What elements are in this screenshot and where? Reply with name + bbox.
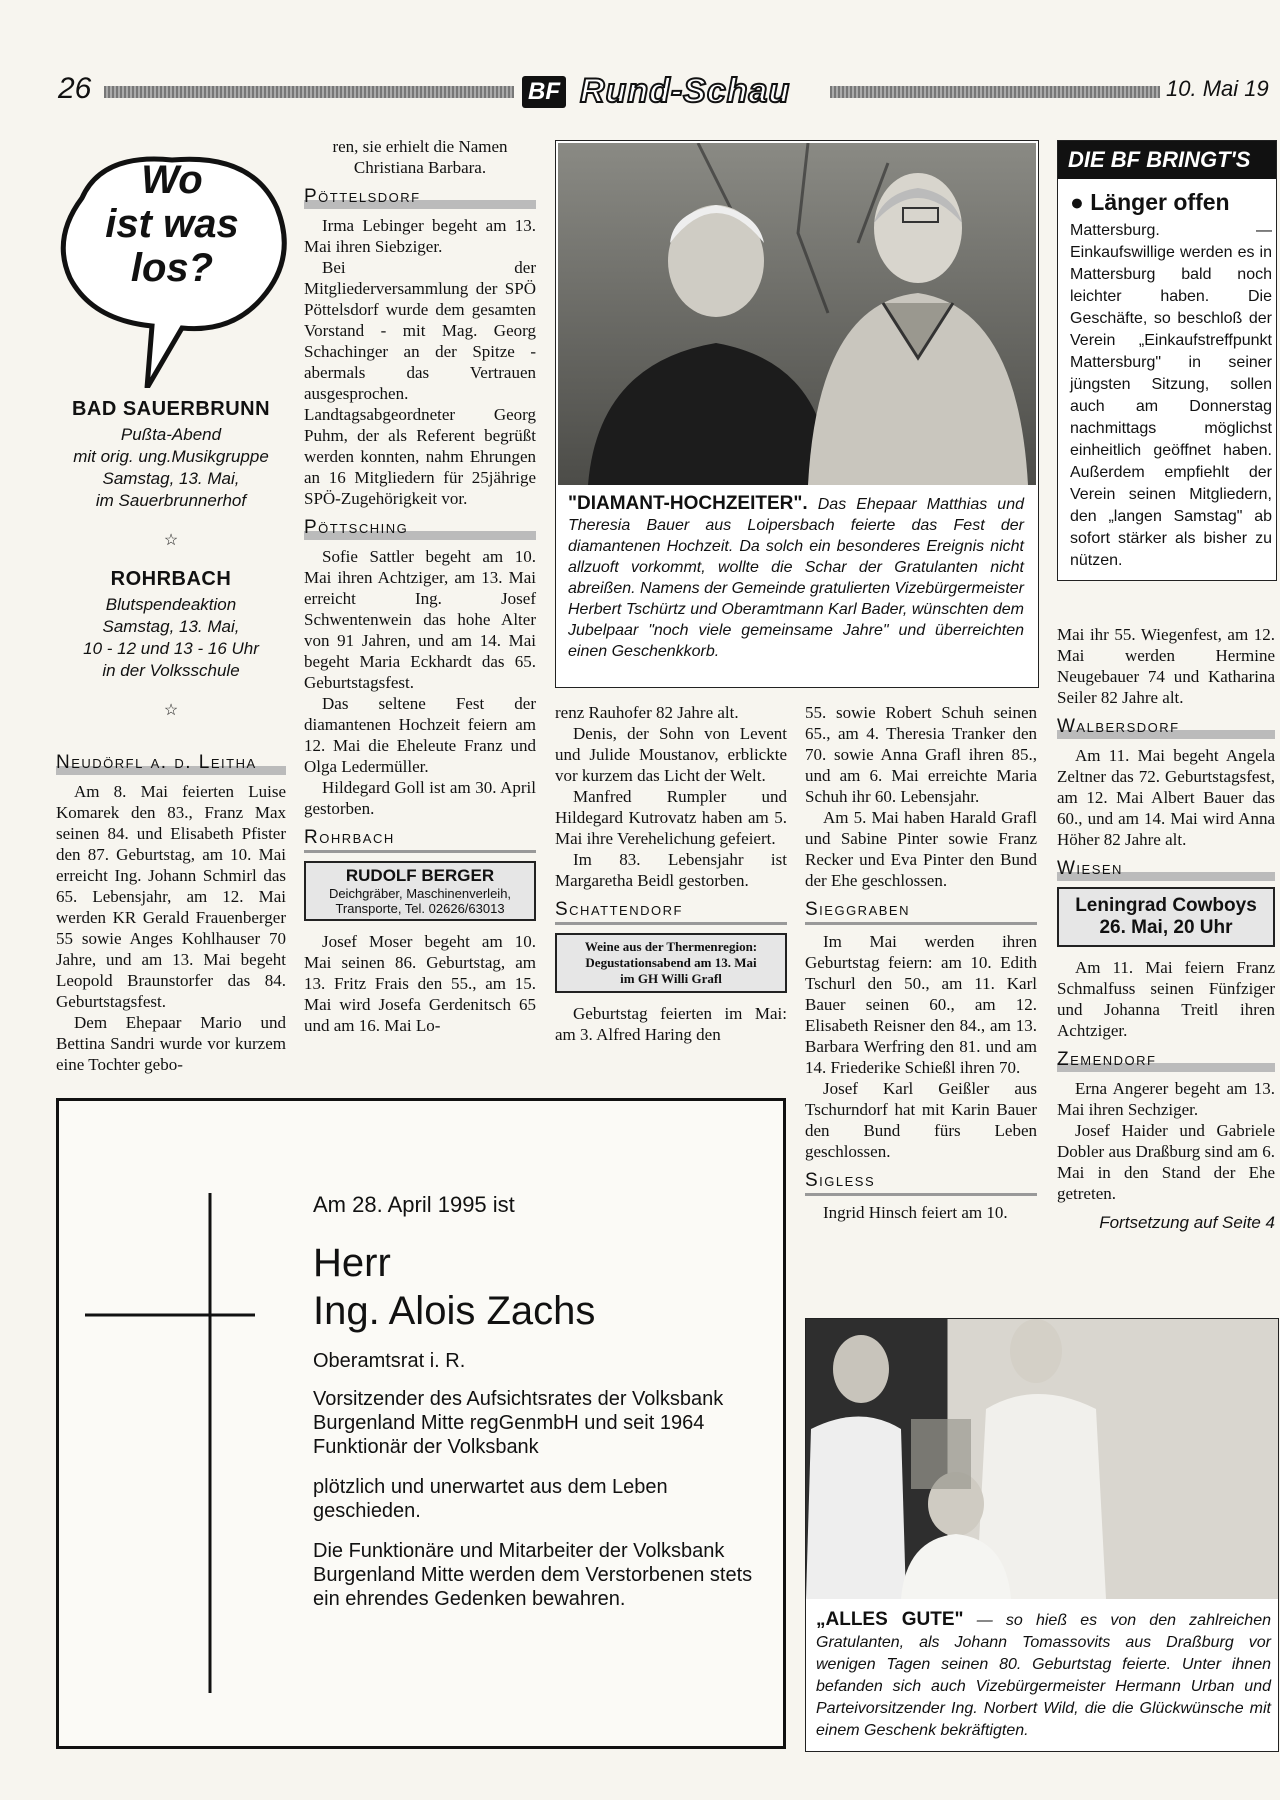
- caption-text: — so hieß es von den zahlreichen Gratulanten, als Johann Tomassovits aus Draßburg vor wenigen Tagen seinen 80. Geburtstag feierte. Unter ihnen befanden sich auch Vizebürgermeister Hermann Urban und Parteivorsitzender Ing. Norbert Wild, die die Glückwünsche mit einem Geschenk bekräftigten.: [816, 1612, 1271, 1739]
- couple-photo-icon: [558, 143, 1036, 485]
- obituary-p1: Vorsitzender des Aufsichtsrates der Volksbank Burgenland Mitte regGenmbH und seit 1964 Funktionär der Volksbank: [313, 1388, 724, 1458]
- ad-title: RUDOLF BERGER: [345, 866, 495, 885]
- obituary-name-1: Herr: [313, 1241, 391, 1285]
- section-heading: Sigless: [805, 1170, 1037, 1196]
- event-rohrbach: [56, 568, 286, 682]
- paragraph: Am 5. Mai haben Harald Grafl und Sabine Pinter sowie Franz Recker und Eva Pinter den Bund der Ehe geschlossen.: [805, 808, 1037, 890]
- section-heading: Rohrbach: [304, 827, 536, 853]
- section-heading: Zemendorf: [1057, 1049, 1275, 1072]
- event-line: Samstag, 13. Mai,: [102, 469, 240, 488]
- event-line: Pußta-Abend: [120, 425, 222, 444]
- paragraph: Im Mai werden ihren Geburtstag feiern: am 10. Edith Tschurl den 50., am 11. Karl Bauer seinen 60., am 12. Elisabeth Reisner den 84., am 13. Barbara Werfring den 81. und am 14. Friederike Schießl ihren 70.: [805, 932, 1037, 1077]
- photo-birthday-group: [806, 1319, 1278, 1599]
- photo-diamond-couple: [558, 143, 1036, 485]
- header-logo: [522, 72, 822, 112]
- ad-line: Transporte, Tel. 02626/63013: [335, 901, 505, 916]
- paragraph: Geburtstag feierten im Mai: am 3. Alfred Haring den: [555, 1004, 787, 1044]
- paragraph: Am 8. Mai feierten Luise Komarek den 83., Franz Max seinen 84. und Elisabeth Pfister den 87. Geburtstag, am 10. Mai erreicht Ing. Johann Schmirl das 65. Lebensjahr, am 12. Mai werden KR Gerald Frauenberger 55 sowie Anges Kohlhauser 70 Jahre, und am 13. Mai begeht Leopold Braunstorfer das 84. Geburtstagsfest.: [56, 782, 286, 1011]
- paragraph: Dem Ehepaar Mario und Bettina Sandri wurde vor kurzem eine Tochter gebo-: [56, 1013, 286, 1074]
- ad-wine-tasting: [555, 933, 787, 993]
- header-date: 10. Mai 19: [1166, 76, 1269, 101]
- photo2-box: [805, 1318, 1279, 1752]
- ad-line: Degustationsabend am 13. Mai: [585, 955, 757, 970]
- ad-line: Deichgräber, Maschinenverleih,: [328, 886, 512, 901]
- photo2-caption: [816, 1609, 1271, 1742]
- paragraph: Irma Lebinger begeht am 13. Mai ihren Siebziger.: [304, 216, 536, 256]
- box-heading: ● Länger offen: [1070, 189, 1230, 215]
- paragraph: Denis, der Sohn von Levent und Julide Moustanov, erblickte vor kurzem das Licht der Welt.: [555, 724, 787, 785]
- event-line: in der Volksschule: [102, 661, 240, 680]
- obituary-p3: Die Funktionäre und Mitarbeiter der Volksbank Burgenland Mitte werden dem Verstorbenen stets ein ehrendes Gedenken bewahren.: [313, 1540, 753, 1610]
- section-heading: Neudörfl a. d. Leitha: [56, 752, 286, 775]
- obituary-box: [56, 1098, 786, 1749]
- column-neudoerfl: [56, 744, 286, 1075]
- header-rule-left: [104, 86, 514, 98]
- event-line: Blutspendeaktion: [105, 595, 237, 614]
- paragraph: ren, sie erhielt die Namen Christiana Barbara.: [332, 137, 508, 177]
- star-icon: ☆: [163, 532, 179, 549]
- event-line: 10 - 12 und 13 - 16 Uhr: [83, 639, 259, 658]
- event-listings: [56, 398, 286, 738]
- paragraph: Josef Karl Geißler aus Tschurndorf hat mit Karin Bauer den Bund fürs Leben geschlossen.: [805, 1079, 1037, 1161]
- page-number: 26: [58, 72, 92, 105]
- continued-note: Fortsetzung auf Seite 4: [1099, 1213, 1275, 1232]
- caption-title: „ALLES GUTE": [816, 1609, 964, 1630]
- photo-caption: [568, 493, 1024, 662]
- obituary-title: Oberamtsrat i. R.: [313, 1350, 466, 1372]
- star-icon: ☆: [163, 702, 179, 719]
- column-right: [1057, 624, 1275, 1233]
- box-title: DIE BF BRINGT'S: [1058, 141, 1276, 179]
- paragraph: Am 11. Mai begeht Angela Zeltner das 72. Geburtstagsfest, am 12. Mai Albert Bauer das 60., und am 14. Mai wird Anna Höher 82 Jahre alt.: [1057, 746, 1275, 849]
- paragraph: Das seltene Fest der diamantenen Hochzeit feiern am 12. Mai die Eheleute Franz und Olga Ledermüller.: [304, 694, 536, 776]
- logo-title: Rund-Schau: [580, 72, 791, 110]
- column-4: [805, 702, 1037, 1223]
- column-2: [304, 136, 536, 1036]
- paragraph: Sofie Sattler begeht am 10. Mai ihren Achtziger, am 13. Mai erreicht Ing. Josef Schwentenwein das hohe Alter von 91 Jahren, und am 14. Mai begeht Maria Eckhardt das 65. Geburtstagsfest.: [304, 547, 536, 692]
- ad-rudolf-berger: [304, 861, 536, 921]
- event-place: BAD SAUERBRUNN: [71, 398, 271, 420]
- ad-line: Weine aus der Thermenregion:: [584, 939, 758, 954]
- paragraph: Josef Moser begeht am 10. Mai seinen 86. Geburtstag, am 13. Fritz Frais den 55., am 15. Mai wird Josefa Gerdenitsch 65 und am 16. Mai Lo-: [304, 932, 536, 1035]
- event-line: im Sauerbrunnerhof: [95, 491, 247, 510]
- bubble-line-1: Wo: [141, 158, 203, 202]
- paragraph: Manfred Rumpler und Hildegard Kutrovatz haben am 5. Mai ihre Verehelichung gefeiert.: [555, 787, 787, 848]
- paragraph: Am 11. Mai feiern Franz Schmalfuss seinen Fünfziger und Johanna Treitl ihren Achtziger.: [1057, 958, 1275, 1040]
- group-photo-icon: [806, 1319, 1278, 1599]
- paragraph: Erna Angerer begeht am 13. Mai ihren Sechziger.: [1057, 1079, 1275, 1119]
- paragraph: 55. sowie Robert Schuh seinen 65., am 4. Theresia Tranker den 70. sowie Anna Grafl ihren 85., und am 6. Mai erreichte Maria Schuh ihr 60. Lebensjahr.: [805, 703, 1037, 806]
- speech-bubble: [52, 148, 292, 388]
- obituary-intro: Am 28. April 1995 ist: [313, 1192, 515, 1217]
- caption-text: Das Ehepaar Matthias und Theresia Bauer aus Loipersbach feierte das Fest der diamantenen Hochzeit. Da solch ein besonderes Ereignis nicht allzuoft vorkommt, wollte die Schar der Gratulanten nicht abreißen. Namens der Gemeinde gratulierten Vizebürgermeister Herbert Tschürtz und Oberamtmann Karl Bader, wünschten dem Jubelpaar "noch viele gemeinsame Jahre" und überreichten einen Geschenkkorb.: [568, 496, 1024, 660]
- event-line: mit orig. ung.Musikgruppe: [73, 447, 269, 466]
- ad-leningrad-cowboys: [1057, 887, 1275, 947]
- paragraph: renz Rauhofer 82 Jahre alt.: [555, 703, 739, 722]
- bubble-line-3: los?: [130, 246, 214, 290]
- paragraph: Bei der Mitgliederversammlung der SPÖ Pöttelsdorf wurde dem gesamten Vorstand - mit Mag. Georg Schachinger an der Spitze - abermals das Vertrauen ausgesprochen. Landtagsabgeordneter Georg Puhm, der als Referent begrüßt werden konnten, nahm Ehrungen an 16 Mitgliedern für 25jährige SPÖ-Zugehörigkeit vor.: [304, 258, 536, 508]
- ad-line: Leningrad Cowboys: [1075, 895, 1257, 916]
- section-heading: Walbersdorf: [1057, 716, 1275, 739]
- event-place: ROHRBACH: [110, 568, 232, 590]
- obituary-name-2: Ing. Alois Zachs: [313, 1289, 596, 1333]
- paragraph: Ingrid Hinsch feiert am 10.: [823, 1203, 1008, 1222]
- paragraph: Im 83. Lebensjahr ist Margaretha Beidl gestorben.: [555, 850, 787, 890]
- event-bad-sauerbrunn: [56, 398, 286, 512]
- paragraph: Josef Haider und Gabriele Dobler aus Draßburg sind am 6. Mai in den Stand der Ehe getreten.: [1057, 1121, 1275, 1203]
- photo-box: [555, 140, 1039, 688]
- bubble-line-2: ist was: [105, 202, 239, 246]
- paragraph: Hildegard Goll ist am 30. April gestorben.: [304, 778, 536, 818]
- header-rule-right: [830, 86, 1160, 98]
- obituary-p2: plötzlich und unerwartet aus dem Leben geschieden.: [313, 1476, 668, 1522]
- ad-line: im GH Willi Grafl: [620, 971, 722, 986]
- logo-badge: BF: [522, 76, 566, 108]
- caption-title: "DIAMANT-HOCHZEITER".: [568, 493, 808, 514]
- section-heading: Schattendorf: [555, 899, 787, 925]
- section-heading: Pöttsching: [304, 517, 536, 540]
- paragraph: Mai ihr 55. Wiegenfest, am 12. Mai werden Hermine Neugebauer 74 und Katharina Seiler 82 Jahre alt.: [1057, 625, 1275, 707]
- box-text: Mattersburg. — Einkaufswillige werden es in Mattersburg bald noch leichter haben. Die Geschäfte, so beschloß der Verein „Einkaufstreffpunkt Mattersburg" in seiner jüngsten Sitzung, sollen auch am Donnerstag nachmittags möglichst einheitlich geöffnet haben. Außerdem empfiehlt der Verein seinen Mitgliedern, den „langen Samstag" ab sofort stärker als bisher zu nützen.: [1070, 222, 1272, 569]
- section-heading: Sieggraben: [805, 899, 1037, 925]
- section-heading: Wiesen: [1057, 858, 1275, 881]
- event-line: Samstag, 13. Mai,: [102, 617, 240, 636]
- column-3: [555, 702, 787, 1045]
- ad-line: 26. Mai, 20 Uhr: [1099, 917, 1233, 938]
- info-box-bf-bringts: [1057, 140, 1277, 581]
- section-heading: Pöttelsdorf: [304, 186, 536, 209]
- cross-icon: [85, 1193, 255, 1693]
